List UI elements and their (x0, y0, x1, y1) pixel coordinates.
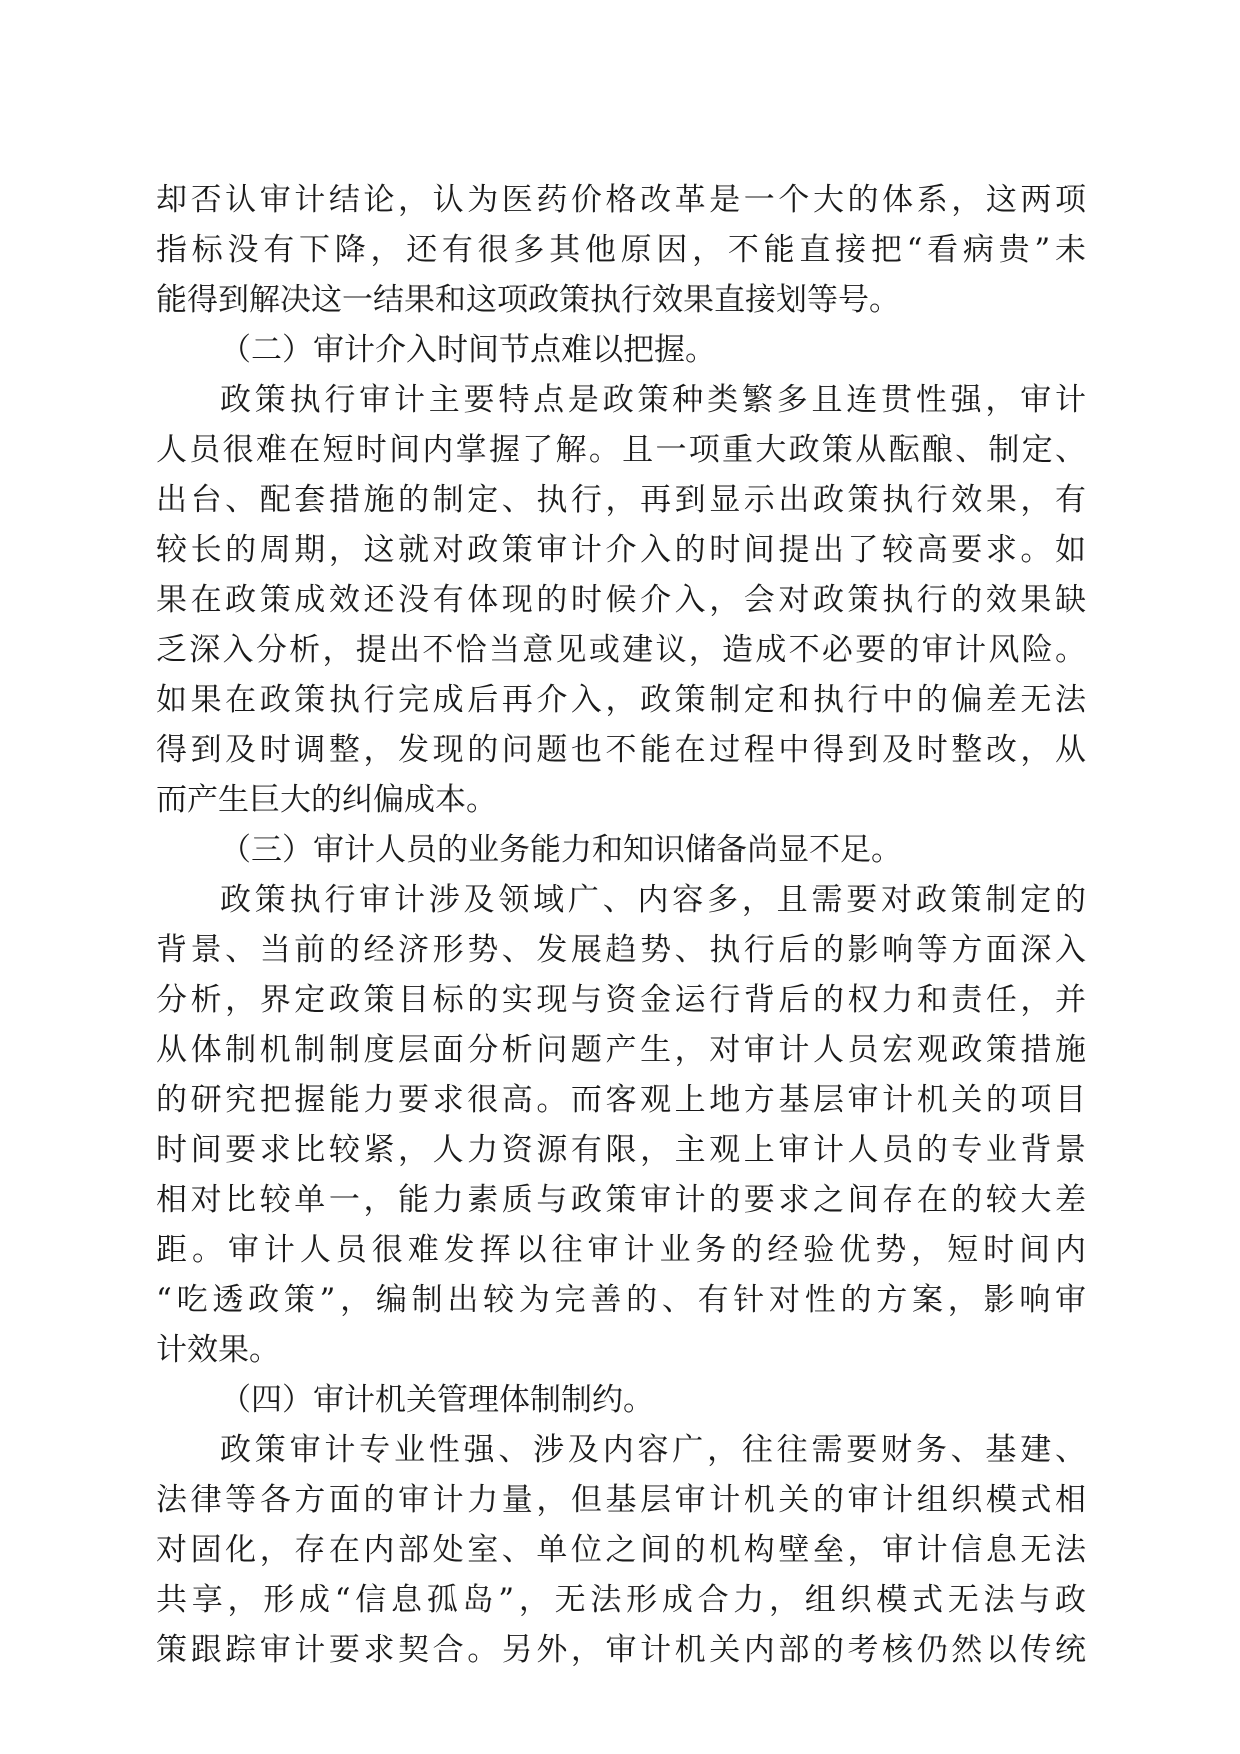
section-heading: （四）审计机关管理体制制约。 (220, 1382, 654, 1418)
body-text-line: 人员很难在短时间内掌握了解。且一项重大政策从酝酿、制定、 (156, 432, 1086, 468)
body-text-line: 却否认审计结论，认为医药价格改革是一个大的体系，这两项 (156, 182, 1086, 218)
body-text-line: 得到及时调整，发现的问题也不能在过程中得到及时整改，从 (156, 732, 1086, 768)
body-text-line: 法律等各方面的审计力量，但基层审计机关的审计组织模式相 (156, 1482, 1086, 1518)
body-text-line: 政策审计专业性强、涉及内容广，往往需要财务、基建、 (220, 1432, 1086, 1468)
body-text-line: “吃透政策”，编制出较为完善的、有针对性的方案，影响审 (156, 1282, 1086, 1318)
body-text-line: 策跟踪审计要求契合。另外，审计机关内部的考核仍然以传统 (156, 1632, 1086, 1668)
body-text-line: 距。审计人员很难发挥以往审计业务的经验优势，短时间内 (156, 1232, 1086, 1268)
body-text-line: 果在政策成效还没有体现的时候介入，会对政策执行的效果缺 (156, 582, 1086, 618)
body-text-line: 背景、当前的经济形势、发展趋势、执行后的影响等方面深入 (156, 932, 1086, 968)
body-text-line: 出台、配套措施的制定、执行，再到显示出政策执行效果，有 (156, 482, 1086, 518)
body-text-line: 较长的周期，这就对政策审计介入的时间提出了较高要求。如 (156, 532, 1086, 568)
body-text-line: 而产生巨大的纠偏成本。 (156, 782, 497, 818)
body-text-line: 乏深入分析，提出不恰当意见或建议，造成不必要的审计风险。 (156, 632, 1086, 668)
body-text-line: 相对比较单一，能力素质与政策审计的要求之间存在的较大差 (156, 1182, 1086, 1218)
body-text-line: 如果在政策执行完成后再介入，政策制定和执行中的偏差无法 (156, 682, 1086, 718)
body-text-line: 分析，界定政策目标的实现与资金运行背后的权力和责任，并 (156, 982, 1086, 1018)
body-text-line: 时间要求比较紧，人力资源有限，主观上审计人员的专业背景 (156, 1132, 1086, 1168)
body-text-line: 计效果。 (156, 1332, 280, 1368)
section-heading: （二）审计介入时间节点难以把握。 (220, 332, 716, 368)
body-text-line: 从体制机制制度层面分析问题产生，对审计人员宏观政策措施 (156, 1032, 1086, 1068)
body-text-line: 政策执行审计涉及领域广、内容多，且需要对政策制定的 (220, 882, 1086, 918)
body-text-line: 对固化，存在内部处室、单位之间的机构壁垒，审计信息无法 (156, 1532, 1086, 1568)
body-text-line: 政策执行审计主要特点是政策种类繁多且连贯性强，审计 (220, 382, 1086, 418)
body-text-line: 共享，形成“信息孤岛”，无法形成合力，组织模式无法与政 (156, 1582, 1086, 1618)
body-text-line: 能得到解决这一结果和这项政策执行效果直接划等号。 (156, 282, 900, 318)
section-heading: （三）审计人员的业务能力和知识储备尚显不足。 (220, 832, 902, 868)
body-text-line: 指标没有下降，还有很多其他原因，不能直接把“看病贵”未 (156, 232, 1086, 268)
body-text-line: 的研究把握能力要求很高。而客观上地方基层审计机关的项目 (156, 1082, 1086, 1118)
